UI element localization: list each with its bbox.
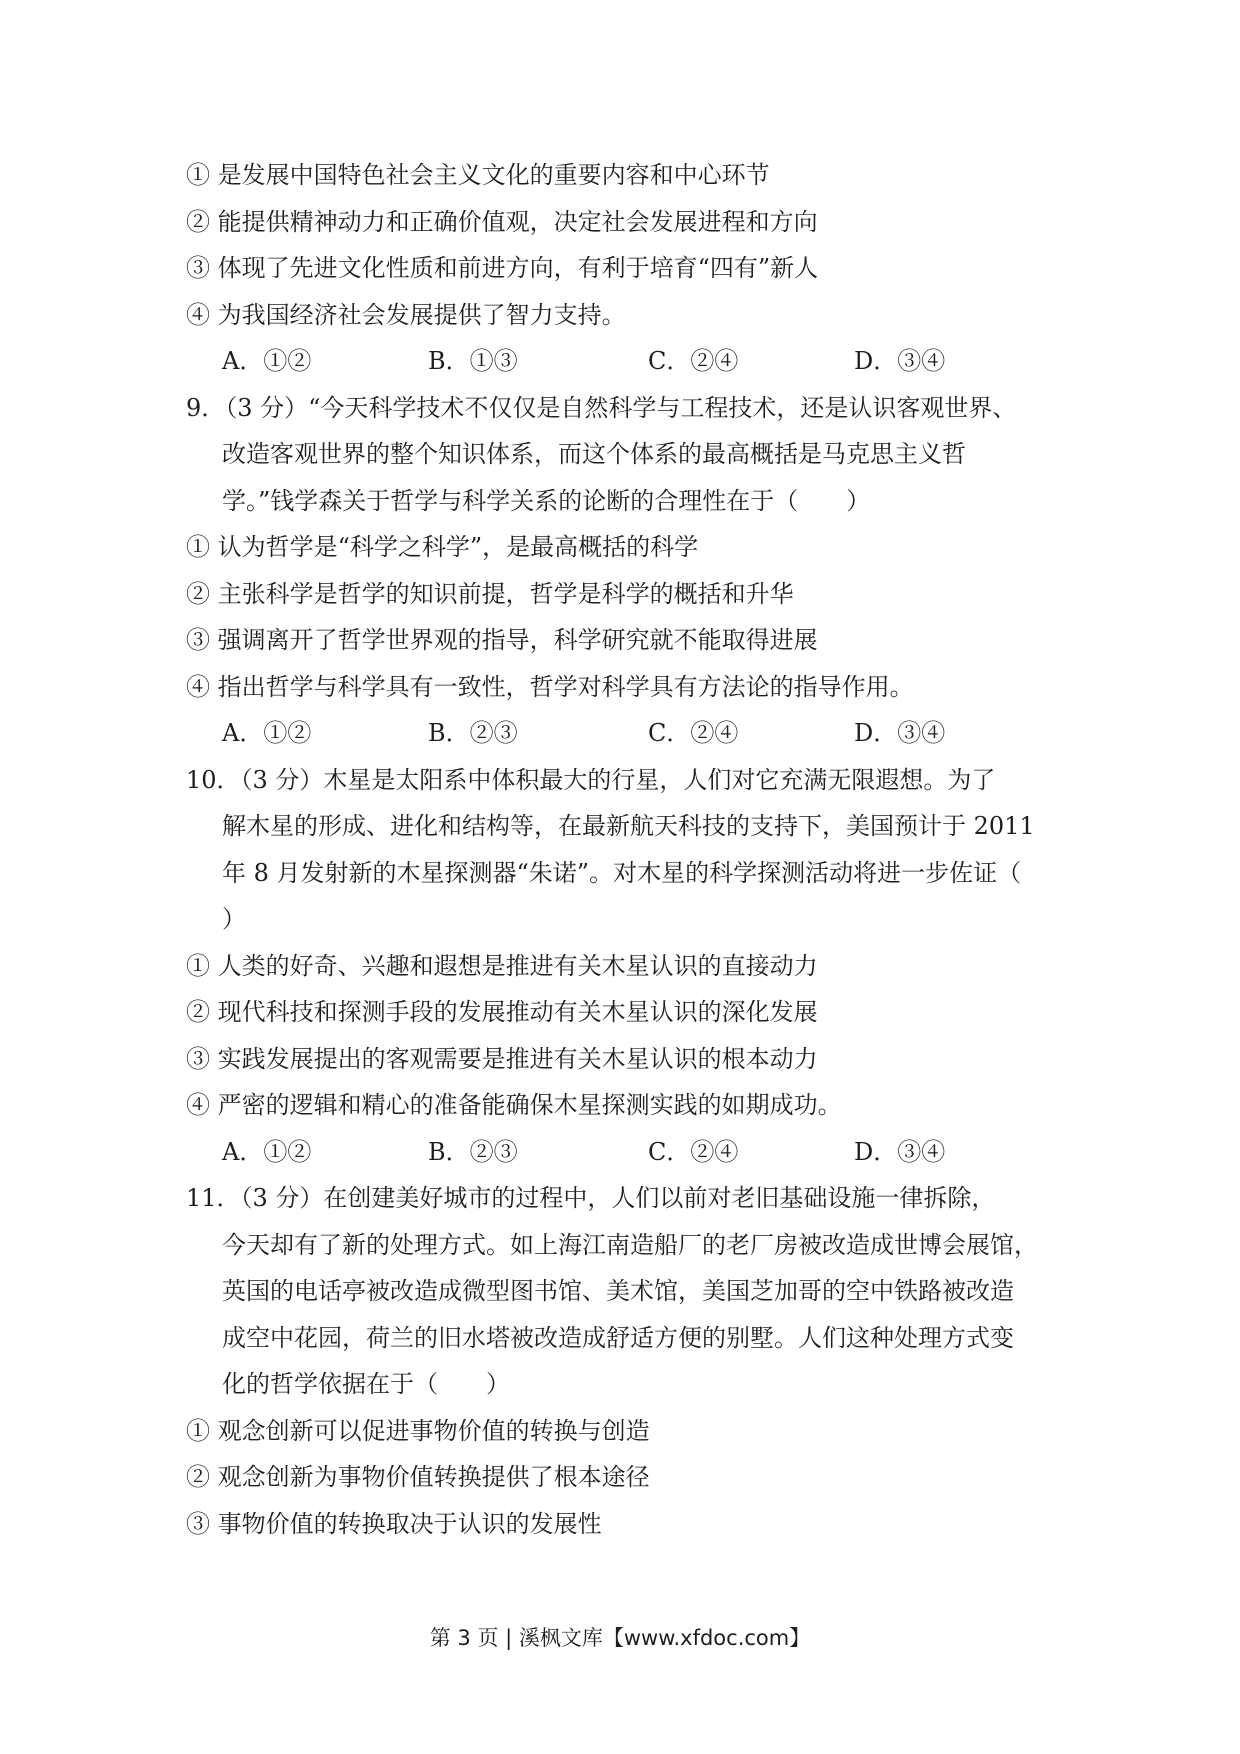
option-2: ② 能提供精神动力和正确价值观，决定社会发展进程和方向 bbox=[186, 207, 818, 236]
option-1: ① 人类的好奇、兴趣和遐想是推进有关木星认识的直接动力 bbox=[186, 951, 818, 980]
option-3: ③ 体现了先进文化性质和前进方向，有利于培育“四有”新人 bbox=[186, 254, 819, 282]
question-stem-line: 英国的电话亭被改造成微型图书馆、美术馆，美国芝加哥的空中铁路被改造 bbox=[222, 1277, 1014, 1305]
choice-a: A．①② bbox=[222, 1137, 312, 1166]
question-stem-line: 成空中花园，荷兰的旧水塔被改造成舒适方便的别墅。人们这种处理方式变 bbox=[222, 1323, 1014, 1352]
question-stem-line: 10．（3 分）木星是太阳系中体积最大的行星，人们对它充满无限遐想。为了 bbox=[186, 765, 996, 794]
page-footer: 第 3 页 | 溪枫文库【www.xfdoc.com】 bbox=[429, 1626, 811, 1650]
q9-choices bbox=[186, 710, 1086, 757]
question-stem-line: 化的哲学依据在于（ ） bbox=[222, 1370, 510, 1398]
choice-d: D．③④ bbox=[854, 1137, 946, 1166]
q10-choices bbox=[186, 1129, 1086, 1176]
option-1: ① 认为哲学是“科学之科学”，是最高概括的科学 bbox=[186, 533, 699, 561]
choice-a: A．①② bbox=[222, 719, 312, 747]
question-stem-line: 改造客观世界的整个知识体系，而这个体系的最高概括是马克思主义哲 bbox=[222, 440, 966, 468]
option-3: ③ 强调离开了哲学世界观的指导，科学研究就不能取得进展 bbox=[186, 626, 818, 654]
question-stem-line: 学。”钱学森关于哲学与科学关系的论断的合理性在于（ ） bbox=[222, 486, 871, 515]
option-2: ② 主张科学是哲学的知识前提，哲学是科学的概括和升华 bbox=[186, 579, 794, 608]
option-4: ④ 为我国经济社会发展提供了智力支持。 bbox=[186, 300, 626, 329]
page-content bbox=[186, 152, 1086, 1547]
option-1: ① 观念创新可以促进事物价值的转换与创造 bbox=[186, 1416, 650, 1445]
option-3: ③ 事物价值的转换取决于认识的发展性 bbox=[186, 1509, 602, 1538]
option-1: ① 是发展中国特色社会主义文化的重要内容和中心环节 bbox=[186, 161, 770, 189]
choice-d: D．③④ bbox=[854, 347, 946, 375]
choice-c: C．②④ bbox=[648, 1137, 739, 1166]
option-4: ④ 严密的逻辑和精心的准备能确保木星探测实践的如期成功。 bbox=[186, 1091, 842, 1119]
choice-b: B．②③ bbox=[428, 1137, 518, 1166]
question-stem-line: 解木星的形成、进化和结构等，在最新航天科技的支持下，美国预计于 2011 bbox=[222, 812, 1035, 840]
option-3: ③ 实践发展提出的客观需要是推进有关木星认识的根本动力 bbox=[186, 1044, 818, 1073]
question-10 bbox=[186, 757, 1086, 1176]
choice-c: C．②④ bbox=[648, 347, 739, 375]
choice-b: B．①③ bbox=[428, 347, 518, 375]
option-2: ② 现代科技和探测手段的发展推动有关木星认识的深化发展 bbox=[186, 998, 818, 1026]
question-stem-line: ） bbox=[222, 905, 246, 933]
option-4: ④ 指出哲学与科学具有一致性，哲学对科学具有方法论的指导作用。 bbox=[186, 672, 914, 701]
question-stem-line: 9．（3 分）“今天科学技术不仅仅是自然科学与工程技术，还是认识客观世界、 bbox=[186, 393, 1017, 422]
question-stem-line: 今天却有了新的处理方式。如上海江南造船厂的老厂房被改造成世博会展馆， bbox=[222, 1230, 1038, 1259]
question-stem-line: 11．（3 分）在创建美好城市的过程中，人们以前对老旧基础设施一律拆除， bbox=[186, 1184, 996, 1212]
q8-choices bbox=[186, 338, 1086, 385]
option-2: ② 观念创新为事物价值转换提供了根本途径 bbox=[186, 1463, 650, 1491]
question-stem-line: 年 8 月发射新的木星探测器“朱诺”。对木星的科学探测活动将进一步佐证（ bbox=[222, 858, 1022, 887]
question-9 bbox=[186, 385, 1086, 757]
choice-d: D．③④ bbox=[854, 719, 946, 747]
choice-b: B．②③ bbox=[428, 719, 518, 747]
choice-a: A．①② bbox=[222, 347, 312, 375]
choice-c: C．②④ bbox=[648, 719, 739, 747]
question-11 bbox=[186, 1175, 1086, 1547]
q8-options bbox=[186, 152, 1086, 338]
